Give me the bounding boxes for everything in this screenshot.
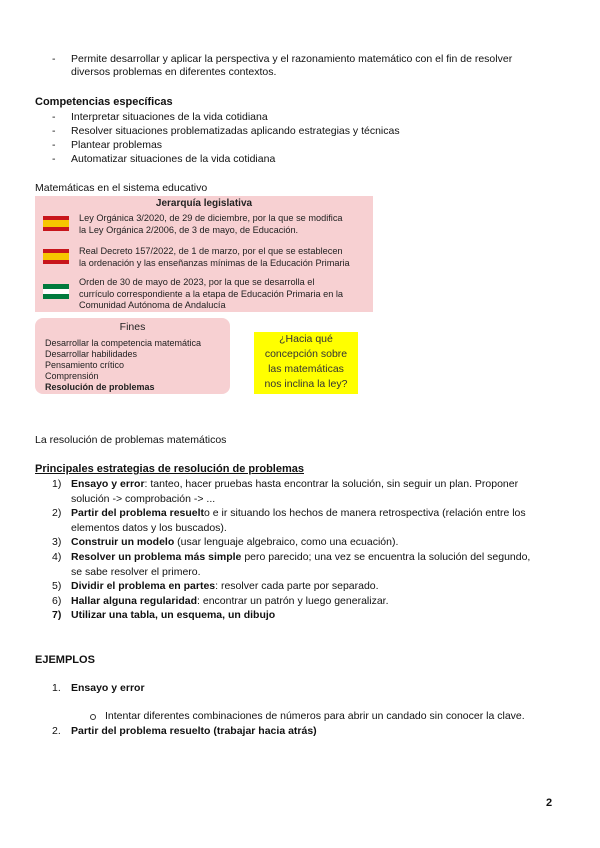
intro-line-2: diversos problemas en diferentes contextos.: [71, 66, 277, 78]
list-item: Desarrollar habilidades: [45, 349, 138, 359]
fines-title: Fines: [119, 321, 146, 333]
ejemplo-item-2: 2. Partir del problema resuelto (trabajar hacia atrás): [52, 725, 317, 737]
jerarquia-legislativa-box: [35, 196, 373, 312]
fines-box: [35, 318, 230, 394]
intro-line-1: Permite desarrollar y aplicar la perspectiva y el razonamiento matemático con el fin de resolver: [71, 53, 513, 65]
list-item: 1) Ensayo y error: tanteo, hacer pruebas hasta encontrar la solución, sin seguir un plan. Proponer: [52, 478, 519, 490]
resolucion-heading: La resolución de problemas matemáticos: [35, 434, 227, 446]
spain-flag-icon: [43, 216, 69, 231]
law-1: Ley Orgánica 3/2020, de 29 de diciembre, por la que se modifica la Ley Orgánica 2/2006, de 3 de mayo, de Educación.: [79, 213, 343, 235]
jerarquia-title: Jerarquía legislativa: [155, 198, 253, 209]
andalusia-flag-icon: [43, 284, 69, 299]
fines-list: [45, 338, 201, 393]
sistema-heading: Matemáticas en el sistema educativo: [35, 182, 208, 194]
page-number: 2: [546, 797, 553, 809]
law-2: Real Decreto 157/2022, de 1 de marzo, por el que se establecen la ordenación y las enseñanzas mínimas de la Educación Primaria: [79, 246, 350, 268]
spain-flag-icon: [43, 249, 69, 264]
law-3: Orden de 30 de mayo de 2023, por la que se desarrolla el currículo correspondiente a la etapa de Educación Primaria en la Comunidad Autónoma de Andalucía: [79, 277, 344, 310]
question-box: ¿Hacia qué concepción sobre las matemáticas nos inclina la ley?: [254, 332, 358, 394]
list-item: Pensamiento crítico: [45, 360, 125, 370]
list-item: 6) Hallar alguna regularidad: encontrar un patrón y luego generalizar.: [52, 595, 389, 607]
list-item: 4) Resolver un problema más simple pero parecido; una vez se encuentra la solución del segundo,: [52, 551, 531, 563]
ejemplo-item-1: 1. Ensayo y error: [52, 682, 145, 694]
competencias-heading: Competencias específicas: [35, 96, 173, 108]
ejemplos-heading: EJEMPLOS: [35, 654, 95, 666]
list-item: 7) Utilizar una tabla, un esquema, un dibujo: [52, 609, 276, 621]
list-item: Desarrollar la competencia matemática: [45, 338, 202, 348]
ejemplo-sub-1: Intentar diferentes combinaciones de números para abrir un candado sin conocer la clave.: [105, 710, 525, 722]
list-item: Comprensión: [45, 371, 99, 381]
list-item: 2) Partir del problema resuelto e ir situando los hechos de manera retrospectiva (relación entre los: [52, 507, 526, 519]
circle-bullet-icon: [90, 714, 96, 720]
estrategias-heading: Principales estrategias de resolución de problemas: [35, 463, 304, 475]
list-item: 3) Construir un modelo (usar lenguaje algebraico, como una ecuación).: [52, 536, 399, 548]
list-item: 5) Dividir el problema en partes: resolver cada parte por separado.: [52, 580, 379, 592]
list-item: Resolución de problemas: [45, 382, 155, 392]
